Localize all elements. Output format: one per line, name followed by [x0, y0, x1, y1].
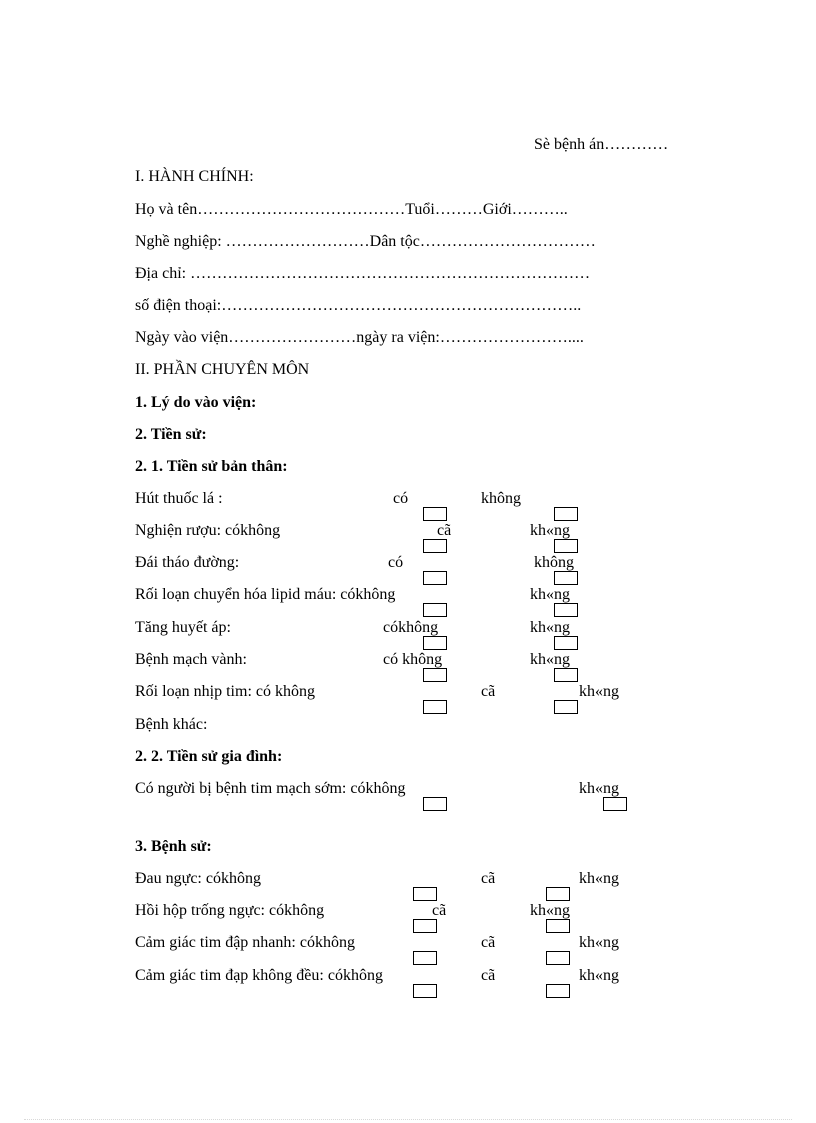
checkbox-lipid-yes[interactable] — [423, 603, 447, 617]
checkbox-chest-pain-no[interactable] — [546, 887, 570, 901]
option-yes: có — [388, 554, 404, 571]
option-yes: cókhông — [383, 619, 439, 636]
history-heading: 2. Tiền sử: — [135, 426, 207, 443]
checkbox-irregular-yes[interactable] — [413, 984, 437, 998]
option-no: kh«ng — [530, 586, 570, 603]
checkbox-chest-pain-yes[interactable] — [413, 887, 437, 901]
row-label: Cảm giác tim đạp không đều: cókhông — [135, 967, 383, 984]
family-history-heading: 2. 2. Tiền sử gia đình: — [135, 748, 283, 765]
option-no: kh«ng — [530, 619, 570, 636]
section2-title: II. PHẦN CHUYÊN MÔN — [135, 361, 310, 378]
option-no: không — [534, 554, 574, 571]
row-label: Có người bị bệnh tim mạch sớm: cókhông — [135, 780, 406, 797]
checkbox-arrhythmia-no[interactable] — [554, 700, 578, 714]
row-label: Hồi hộp trống ngực: cókhông — [135, 902, 325, 919]
option-no: kh«ng — [579, 683, 619, 700]
option-no: kh«ng — [579, 870, 619, 887]
option-yes: có không — [383, 651, 443, 668]
illness-history-heading: 3. Bệnh sử: — [135, 838, 212, 855]
option-yes: cã — [481, 934, 496, 951]
checkbox-palpitation-yes[interactable] — [413, 919, 437, 933]
row-label: Đau ngực: cókhông — [135, 870, 261, 887]
option-yes: cã — [432, 902, 447, 919]
option-no: kh«ng — [530, 902, 570, 919]
checkbox-palpitation-no[interactable] — [546, 919, 570, 933]
checkbox-arrhythmia-yes[interactable] — [423, 700, 447, 714]
checkbox-hypertension-yes[interactable] — [423, 636, 447, 650]
reason-heading: 1. Lý do vào viện: — [135, 394, 257, 411]
record-number: Sè bệnh án………… — [534, 136, 669, 153]
option-no: kh«ng — [530, 651, 570, 668]
option-yes: có — [393, 490, 409, 507]
option-yes: cã — [481, 683, 496, 700]
row-label: Rối loạn nhịp tim: có không — [135, 683, 315, 700]
checkbox-hypertension-no[interactable] — [554, 636, 578, 650]
option-yes: cã — [481, 967, 496, 984]
row-label: Bệnh mạch vành: — [135, 651, 247, 668]
admission-dates-line: Ngày vào viện……………………ngày ra viện:…………………….... — [135, 329, 584, 346]
row-label: Hút thuốc lá : — [135, 490, 223, 507]
option-no: kh«ng — [579, 934, 619, 951]
checkbox-lipid-no[interactable] — [554, 603, 578, 617]
page-bottom-divider — [24, 1119, 792, 1120]
checkbox-family-yes[interactable] — [423, 797, 447, 811]
row-label: Nghiện rượu: cókhông — [135, 522, 281, 539]
section1-title: I. HÀNH CHÍNH: — [135, 168, 254, 185]
phone-line: số điện thoại:………………………………………………………….. — [135, 297, 582, 314]
checkbox-alcohol-no[interactable] — [554, 539, 578, 553]
address-line: Địa chỉ: ………………………………………………………………… — [135, 265, 591, 282]
option-no: kh«ng — [530, 522, 570, 539]
row-label: Cảm giác tim đập nhanh: cókhông — [135, 934, 355, 951]
row-label: Rối loạn chuyển hóa lipid máu: cókhông — [135, 586, 396, 603]
option-no: kh«ng — [579, 967, 619, 984]
checkbox-tachycardia-yes[interactable] — [413, 951, 437, 965]
option-yes: cã — [481, 870, 496, 887]
option-no: kh«ng — [579, 780, 619, 797]
name-age-gender-line: Họ và tên…………………………………Tuổi………Giới……….. — [135, 201, 568, 218]
checkbox-diabetes-no[interactable] — [554, 571, 578, 585]
checkbox-coronary-no[interactable] — [554, 668, 578, 682]
checkbox-smoking-yes[interactable] — [423, 507, 447, 521]
row-label: Tăng huyết áp: — [135, 619, 231, 636]
other-disease-label: Bệnh khác: — [135, 716, 208, 733]
checkbox-coronary-yes[interactable] — [423, 668, 447, 682]
option-yes: cã — [437, 522, 452, 539]
checkbox-tachycardia-no[interactable] — [546, 951, 570, 965]
row-label: Đái tháo đường: — [135, 554, 240, 571]
checkbox-smoking-no[interactable] — [554, 507, 578, 521]
option-no: không — [481, 490, 521, 507]
personal-history-heading: 2. 1. Tiền sử bản thân: — [135, 458, 288, 475]
checkbox-irregular-no[interactable] — [546, 984, 570, 998]
checkbox-family-no[interactable] — [603, 797, 627, 811]
checkbox-alcohol-yes[interactable] — [423, 539, 447, 553]
checkbox-diabetes-yes[interactable] — [423, 571, 447, 585]
job-ethnicity-line: Nghề nghiệp: ………………………Dân tộc…………………………… — [135, 233, 596, 250]
